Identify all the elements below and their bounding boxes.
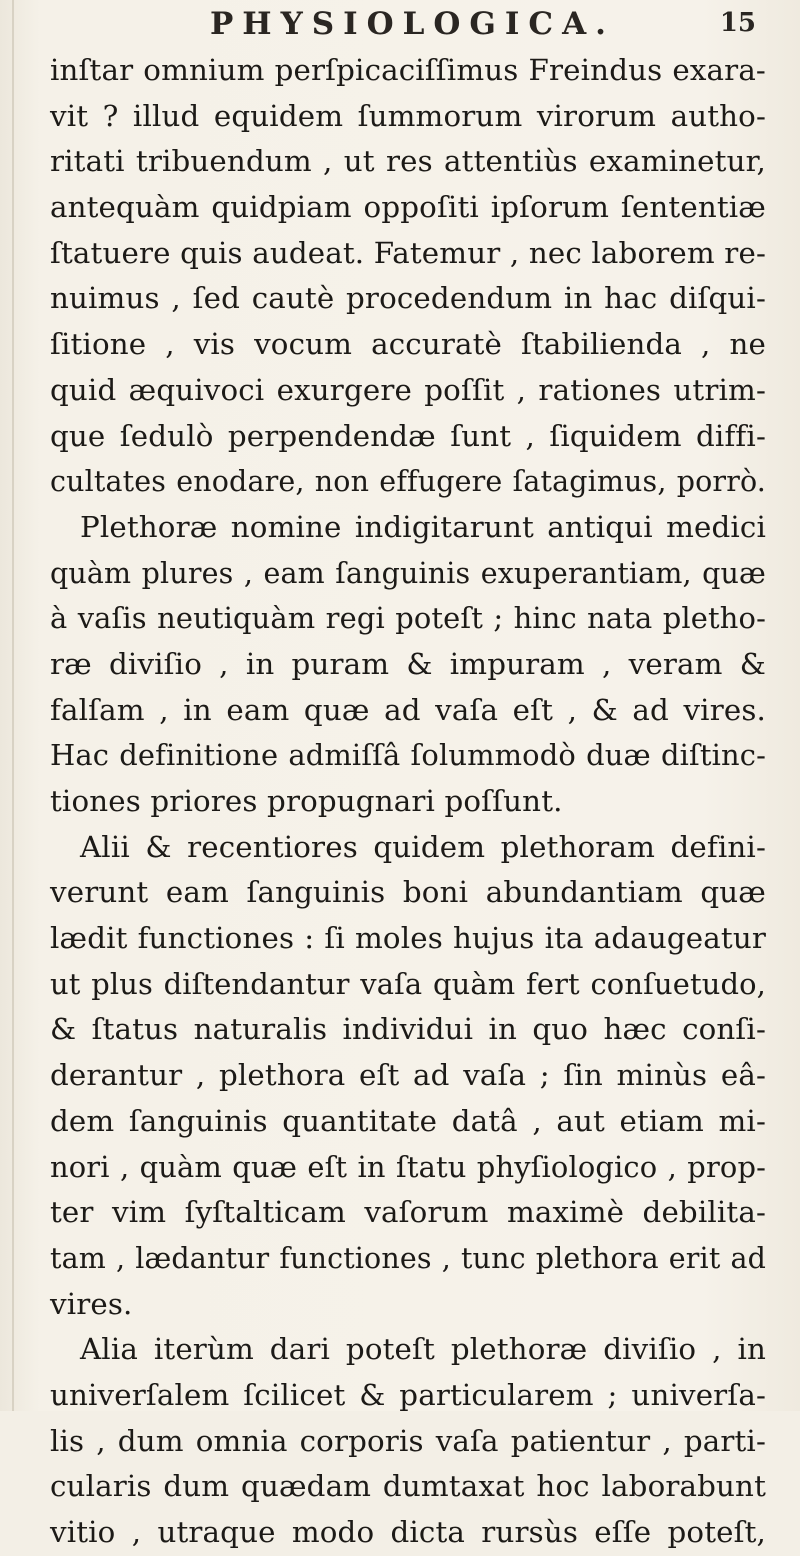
text-line: inſtar omnium perſpicaciſſimus Freindus exara- [50, 53, 766, 87]
text-line: vires. [50, 1286, 133, 1321]
text-line: & ſtatus naturalis individui in quo hæc conſi- [50, 1012, 766, 1047]
text-line: falſam , in eam quæ ad vaſa eſt , & ad vires. [50, 692, 766, 727]
text-line: ter vim ſyſtalticam vaſorum maximè debilita- [50, 1195, 766, 1230]
text-line: lædit functiones : ſi moles hujus ita adaugeatur [50, 921, 766, 956]
text-line: Alia iterùm dari poteſt plethoræ diviſio , in [80, 1332, 766, 1367]
page-gutter-edge [12, 0, 14, 1411]
text-line: tam , lædantur functiones , tunc plethora erit ad [50, 1241, 766, 1275]
text-line: cultates enodare, non effugere ſatagimus, porrò. [50, 465, 766, 499]
text-line: lis , dum omnia corporis vaſa patientur , parti- [50, 1423, 766, 1458]
text-line: nori , quàm quæ eſt in ſtatu phyſiologico , prop- [50, 1149, 766, 1184]
text-line: quid æquivoci exurgere poſſit , rationes utrim- [50, 372, 766, 407]
text-line: Plethoræ nomine indigitarunt antiqui medici [80, 509, 766, 544]
text-line: verunt eam ſanguinis boni abundantiam quæ [50, 875, 766, 910]
text-line: ræ diviſio , in puram & impuram , veram & [50, 646, 766, 681]
text-line: cularis dum quædam dumtaxat hoc laborabunt [50, 1469, 766, 1504]
text-line: quàm plures , eam ſanguinis exuperantiam, quæ [50, 556, 766, 590]
text-line: vitio , utraque modo dicta rursùs eſſe poteſt, [50, 1515, 766, 1549]
text-line: nuimus , ſed cautè procedendum in hac diſqui- [50, 281, 766, 316]
running-head: PHYSIOLOGICA. [210, 6, 615, 42]
text-line: que ſedulò perpendendæ ſunt , ſiquidem diffi- [50, 418, 766, 453]
text-line: Alii & recentiores quidem plethoram defini- [80, 829, 766, 864]
text-line: univerſalem ſcilicet & particularem ; univerſa- [50, 1377, 766, 1412]
text-line: tiones priores propugnari poſſunt. [50, 784, 563, 818]
text-line: derantur , plethora eſt ad vaſa ; ſin minùs eâ- [50, 1058, 766, 1093]
page-header [0, 6, 800, 46]
text-line: dem ſanguinis quantitate datâ , aut etiam mi- [50, 1103, 766, 1138]
body-text [50, 48, 766, 1556]
text-line: ritati tribuendum , ut res attentiùs examinetur, [50, 144, 766, 179]
page-number: 15 [719, 8, 756, 38]
text-line: ut plus diſtendantur vaſa quàm fert conſuetudo, [50, 966, 766, 1001]
text-line: à vaſis neutiquàm regi poteſt ; hinc nata pletho- [50, 601, 766, 636]
text-line: vit ? illud equidem ſummorum virorum autho- [50, 98, 766, 133]
text-line: Hac definitione admiſſâ ſolummodò duæ diſtinc- [50, 738, 766, 773]
text-line: ſitione , vis vocum accuratè ſtabilienda , ne [50, 327, 766, 362]
text-line: antequàm quidpiam oppoſiti ipſorum ſententiæ [50, 190, 766, 225]
text-line: ſtatuere quis audeat. Fatemur , nec laborem re- [50, 235, 766, 270]
